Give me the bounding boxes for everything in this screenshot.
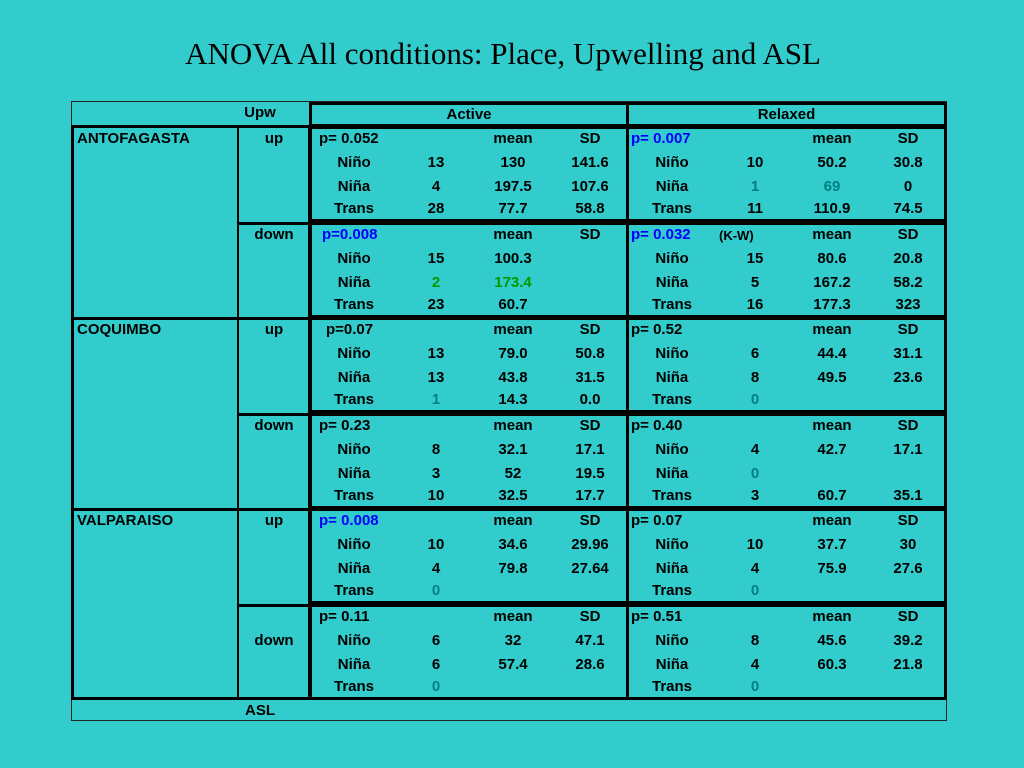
n-value: 28	[427, 200, 445, 217]
n-value: 1	[750, 178, 760, 195]
sd-value: 17.7	[575, 487, 605, 504]
group-label: Niña	[655, 178, 689, 195]
n-value: 4	[431, 560, 441, 577]
group-label: Trans	[651, 487, 693, 504]
n-value: 2	[431, 274, 441, 291]
n-value: 13	[427, 369, 445, 386]
group-label: Niño	[337, 632, 371, 649]
p-value: p= 0.008	[319, 512, 379, 529]
sd-value: 21.8	[893, 656, 923, 673]
group-label: Trans	[333, 391, 375, 408]
n-value: 10	[746, 154, 764, 171]
group-label: Trans	[333, 487, 375, 504]
sd-value: 39.2	[893, 632, 923, 649]
n-value: 3	[431, 465, 441, 482]
p-value: p= 0.23	[319, 417, 371, 434]
group-label: Niño	[337, 345, 371, 362]
sd-value: 27.6	[893, 560, 923, 577]
group-label: Trans	[333, 582, 375, 599]
n-value: 0	[431, 678, 441, 695]
group-label: Trans	[651, 678, 693, 695]
n-value: 8	[750, 632, 760, 649]
mean-value: 32.1	[498, 441, 528, 458]
mean-header: mean	[812, 417, 852, 434]
group-label: Niño	[655, 441, 689, 458]
mean-value: 197.5	[494, 178, 532, 195]
sd-value: 50.8	[575, 345, 605, 362]
mean-value: 79.0	[498, 345, 528, 362]
sd-value: 17.1	[893, 441, 923, 458]
page-title: ANOVA All conditions: Place, Upwelling and ASL	[185, 36, 821, 71]
sd-value: 17.1	[575, 441, 605, 458]
upw-separator	[237, 604, 311, 607]
p-value: p= 0.11	[319, 608, 370, 625]
mean-value: 75.9	[817, 560, 847, 577]
n-value: 3	[750, 487, 760, 504]
n-value: 8	[431, 441, 441, 458]
p-value: p= 0.52	[631, 321, 683, 338]
group-label: Niña	[337, 656, 371, 673]
group-label: Niña	[337, 369, 371, 386]
group-label: Trans	[651, 391, 693, 408]
sd-value: 141.6	[571, 154, 609, 171]
sd-value: 35.1	[893, 487, 923, 504]
sd-value: 31.1	[893, 345, 923, 362]
n-value: 4	[750, 656, 760, 673]
sd-value: 20.8	[893, 250, 923, 267]
group-label: Niño	[337, 154, 371, 171]
place-name: VALPARAISO	[77, 512, 174, 529]
mean-value: 42.7	[817, 441, 847, 458]
mean-value: 100.3	[494, 250, 532, 267]
upwelling-label: down	[254, 417, 294, 434]
n-value: 10	[746, 536, 764, 553]
mean-value: 57.4	[498, 656, 528, 673]
sd-value: 23.6	[893, 369, 923, 386]
group-label: Niña	[655, 656, 689, 673]
n-value: 4	[750, 560, 760, 577]
group-label: Trans	[333, 200, 375, 217]
n-value: 0	[750, 678, 760, 695]
sd-value: 19.5	[575, 465, 605, 482]
mean-header: mean	[493, 417, 533, 434]
group-label: Niño	[655, 632, 689, 649]
upw-separator	[237, 222, 311, 225]
mean-value: 49.5	[817, 369, 847, 386]
mean-value: 80.6	[817, 250, 847, 267]
sd-header: SD	[579, 608, 601, 625]
place-separator	[71, 317, 311, 320]
group-label: Niña	[655, 560, 689, 577]
sd-value: 27.64	[571, 560, 609, 577]
sd-header: SD	[897, 321, 919, 338]
sd-header: SD	[579, 321, 601, 338]
n-value: 15	[746, 250, 764, 267]
mean-value: 14.3	[498, 391, 528, 408]
sd-header: SD	[579, 226, 601, 243]
group-label: Niña	[337, 274, 371, 291]
mean-value: 32	[504, 632, 522, 649]
place-name: ANTOFAGASTA	[77, 130, 190, 147]
mean-value: 167.2	[813, 274, 851, 291]
group-label: Niña	[655, 369, 689, 386]
mean-value: 32.5	[498, 487, 528, 504]
n-value: 16	[746, 296, 764, 313]
mean-header: mean	[493, 321, 533, 338]
mean-value: 77.7	[498, 200, 528, 217]
p-value: p=0.008	[322, 226, 378, 243]
sd-value: 28.6	[575, 656, 605, 673]
sd-header: SD	[579, 417, 601, 434]
sd-value: 58.8	[575, 200, 605, 217]
sd-value: 74.5	[893, 200, 923, 217]
p-value: p= 0.052	[319, 130, 379, 147]
sd-value: 323	[895, 296, 921, 313]
upwelling-label: up	[264, 130, 284, 147]
n-value: 0	[750, 582, 760, 599]
mean-header: mean	[812, 512, 852, 529]
n-value: 0	[431, 582, 441, 599]
n-value: 6	[431, 656, 441, 673]
group-label: Niño	[337, 250, 371, 267]
n-value: 0	[750, 391, 760, 408]
group-label: Trans	[333, 678, 375, 695]
sd-header: SD	[897, 512, 919, 529]
mean-header: mean	[493, 226, 533, 243]
upw-header: Upw	[244, 104, 276, 121]
p-value: p= 0.51	[631, 608, 683, 625]
n-value: 23	[427, 296, 445, 313]
n-value: 1	[431, 391, 441, 408]
p-value: p= 0.07	[631, 512, 683, 529]
mean-value: 34.6	[498, 536, 528, 553]
p-value: p= 0.032	[631, 226, 691, 243]
active-header: Active	[446, 106, 492, 123]
sd-value: 47.1	[575, 632, 605, 649]
mean-value: 110.9	[813, 200, 851, 217]
mean-header: mean	[812, 608, 852, 625]
mean-value: 130	[500, 154, 526, 171]
mean-header: mean	[812, 321, 852, 338]
sd-value: 0	[903, 178, 913, 195]
mean-value: 79.8	[498, 560, 528, 577]
mean-header: mean	[493, 512, 533, 529]
group-label: Trans	[333, 296, 375, 313]
sd-header: SD	[897, 130, 919, 147]
n-value: 13	[427, 154, 445, 171]
group-label: Niña	[655, 274, 689, 291]
group-label: Niña	[655, 465, 689, 482]
upw-separator	[237, 413, 311, 416]
sd-header: SD	[897, 226, 919, 243]
sd-value: 29.96	[571, 536, 609, 553]
n-value: 6	[431, 632, 441, 649]
mean-value: 37.7	[817, 536, 847, 553]
group-label: Trans	[651, 200, 693, 217]
group-label: Niña	[337, 178, 371, 195]
sd-header: SD	[579, 512, 601, 529]
mean-value: 45.6	[817, 632, 847, 649]
n-value: 4	[750, 441, 760, 458]
group-label: Niño	[337, 441, 371, 458]
mean-value: 50.2	[817, 154, 847, 171]
place-separator	[71, 508, 311, 511]
mean-value: 60.3	[817, 656, 847, 673]
n-value: 5	[750, 274, 760, 291]
p-value: p=0.07	[326, 321, 374, 338]
upw-divider	[237, 126, 239, 698]
group-label: Trans	[651, 582, 693, 599]
sd-value: 58.2	[893, 274, 923, 291]
n-value: 10	[427, 487, 445, 504]
group-label: Niño	[337, 536, 371, 553]
mean-value: 44.4	[817, 345, 847, 362]
n-value: 15	[427, 250, 445, 267]
mean-header: mean	[812, 226, 852, 243]
n-value: 11	[747, 200, 763, 217]
place-name: COQUIMBO	[77, 321, 162, 338]
sd-value: 0.0	[579, 391, 601, 408]
p-value: p= 0.40	[631, 417, 683, 434]
upwelling-label: up	[264, 321, 284, 338]
sd-header: SD	[897, 417, 919, 434]
mean-header: mean	[493, 608, 533, 625]
sd-header: SD	[579, 130, 601, 147]
kw-note: (K-W)	[719, 228, 754, 243]
mean-value: 177.3	[813, 296, 851, 313]
n-value: 13	[427, 345, 445, 362]
mean-value: 69	[823, 178, 841, 195]
mean-value: 52	[504, 465, 522, 482]
n-value: 6	[750, 345, 760, 362]
asl-label: ASL	[245, 702, 275, 719]
p-value: p= 0.007	[631, 130, 691, 147]
sd-value: 30	[899, 536, 917, 553]
group-label: Niña	[337, 560, 371, 577]
n-value: 4	[431, 178, 441, 195]
n-value: 0	[750, 465, 760, 482]
sd-value: 31.5	[575, 369, 605, 386]
mean-value: 60.7	[817, 487, 847, 504]
mean-header: mean	[493, 130, 533, 147]
group-label: Trans	[651, 296, 693, 313]
group-label: Niño	[655, 154, 689, 171]
mean-value: 173.4	[494, 274, 532, 291]
upwelling-label: down	[254, 226, 294, 243]
relaxed-header: Relaxed	[757, 106, 816, 123]
group-label: Niña	[337, 465, 371, 482]
n-value: 8	[750, 369, 760, 386]
group-label: Niño	[655, 250, 689, 267]
sd-header: SD	[897, 608, 919, 625]
n-value: 10	[427, 536, 445, 553]
group-label: Niño	[655, 536, 689, 553]
group-label: Niño	[655, 345, 689, 362]
mean-value: 60.7	[498, 296, 528, 313]
upwelling-label: up	[264, 512, 284, 529]
upwelling-label: down	[254, 632, 294, 649]
sd-value: 107.6	[571, 178, 609, 195]
mean-header: mean	[812, 130, 852, 147]
mean-value: 43.8	[498, 369, 528, 386]
sd-value: 30.8	[893, 154, 923, 171]
